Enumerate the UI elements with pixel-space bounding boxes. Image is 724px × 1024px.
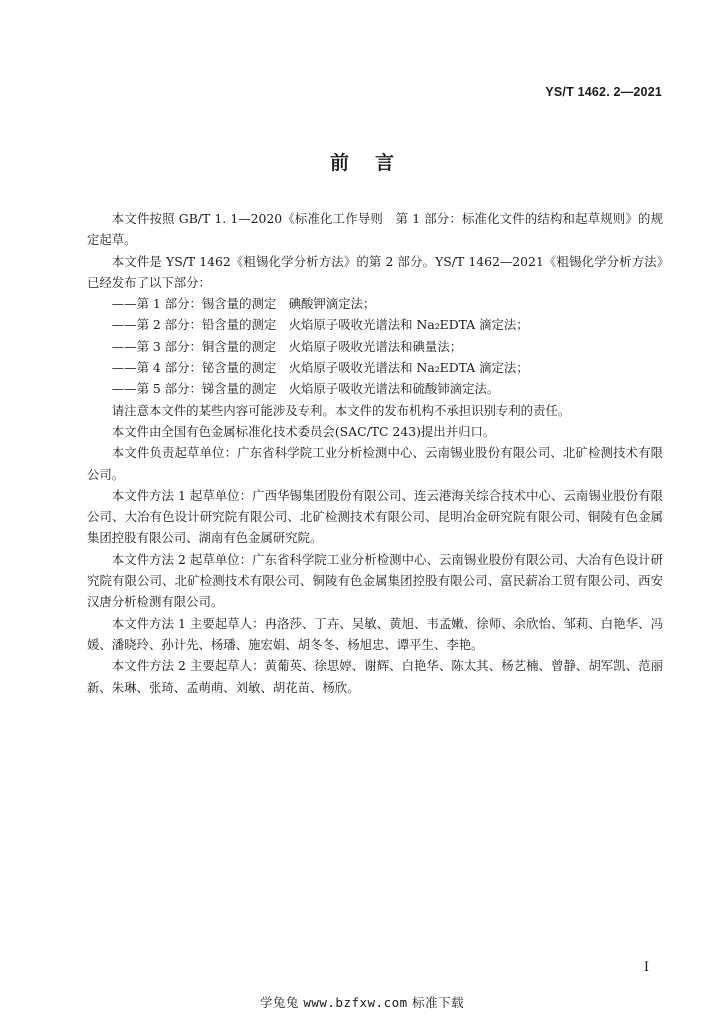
paragraph-part-intro: 本文件是 YS/T 1462《粗锡化学分析方法》的第 2 部分。YS/T 1462—2021《粗锡化学分析方法》已经发布了以下部分： <box>87 253 663 290</box>
list-item-part-3: ——第 3 部分：铜含量的测定 火焰原子吸收光谱法和碘量法； <box>111 338 463 354</box>
document-code: YS/T 1462. 2—2021 <box>545 85 662 99</box>
list-item-part-2: ——第 2 部分：铅含量的测定 火焰原子吸收光谱法和 Na₂EDTA 滴定法； <box>111 317 529 333</box>
footer-url[interactable]: www.bzfxw.com <box>303 995 408 1010</box>
paragraph-method2-units: 本文件方法 2 起草单位：广东省科学院工业分析检测中心、云南锡业股份有限公司、大冶有色设计研究院有限公司、北矿检测技术有限公司、铜陵有色金属集团控股有限公司、富民薪冶工贸有限公司、西安汉唐分析检测有限公司。 <box>87 551 663 610</box>
list-item-part-1: ——第 1 部分：锡含量的测定 碘酸钾滴定法； <box>111 296 376 312</box>
list-item-part-4: ——第 4 部分：铋含量的测定 火焰原子吸收光谱法和 Na₂EDTA 滴定法； <box>111 360 529 376</box>
list-item-part-5: ——第 5 部分：锑含量的测定 火焰原子吸收光谱法和硫酸铈滴定法。 <box>111 381 500 397</box>
paragraph-method2-drafters: 本文件方法 2 主要起草人：黄葡英、徐思婷、谢辉、白艳华、陈太其、杨艺楠、曾静、胡军凯、范丽新、朱琳、张琦、孟萌萌、刘敏、胡花苗、杨欣。 <box>87 658 663 695</box>
paragraph-method1-units: 本文件方法 1 起草单位：广西华锡集团股份有限公司、连云港海关综合技术中心、云南锡业股份有限公司、大冶有色设计研究院有限公司、北矿检测技术有限公司、昆明冶金研究院有限公司、铜陵有色金属集团控股有限公司、湖南有色金属研究院。 <box>87 487 663 546</box>
paragraph-method1-drafters: 本文件方法 1 主要起草人：冉洛莎、丁卉、吴敏、黄旭、韦孟嫩、徐师、余欣怡、邹莉、白艳华、冯媛、潘晓玲、孙计先、杨璠、施宏娟、胡冬冬、杨旭忠、谭平生、李艳。 <box>87 615 663 652</box>
foreword-body <box>87 208 663 698</box>
paragraph-proposer: 本文件由全国有色金属标准化技术委员会(SAC/TC 243)提出并归口。 <box>111 423 496 439</box>
page-title: 前言 <box>329 152 420 174</box>
paragraph-lead-drafters: 本文件负责起草单位：广东省科学院工业分析检测中心、云南锡业股份有限公司、北矿检测技术有限公司。 <box>87 445 663 482</box>
footer-label: 标准下载 <box>412 995 465 1010</box>
paragraph-drafting-rules: 本文件按照 GB/T 1. 1—2020《标准化工作导则 第 1 部分：标准化文件的结构和起草规则》的规定起草。 <box>87 211 663 248</box>
footer-watermark <box>0 993 724 1011</box>
page-number: I <box>643 960 649 975</box>
footer-site-name: 学兔兔 <box>259 995 299 1010</box>
paragraph-patent-notice: 请注意本文件的某些内容可能涉及专利。本文件的发布机构不承担识别专利的责任。 <box>111 402 571 418</box>
